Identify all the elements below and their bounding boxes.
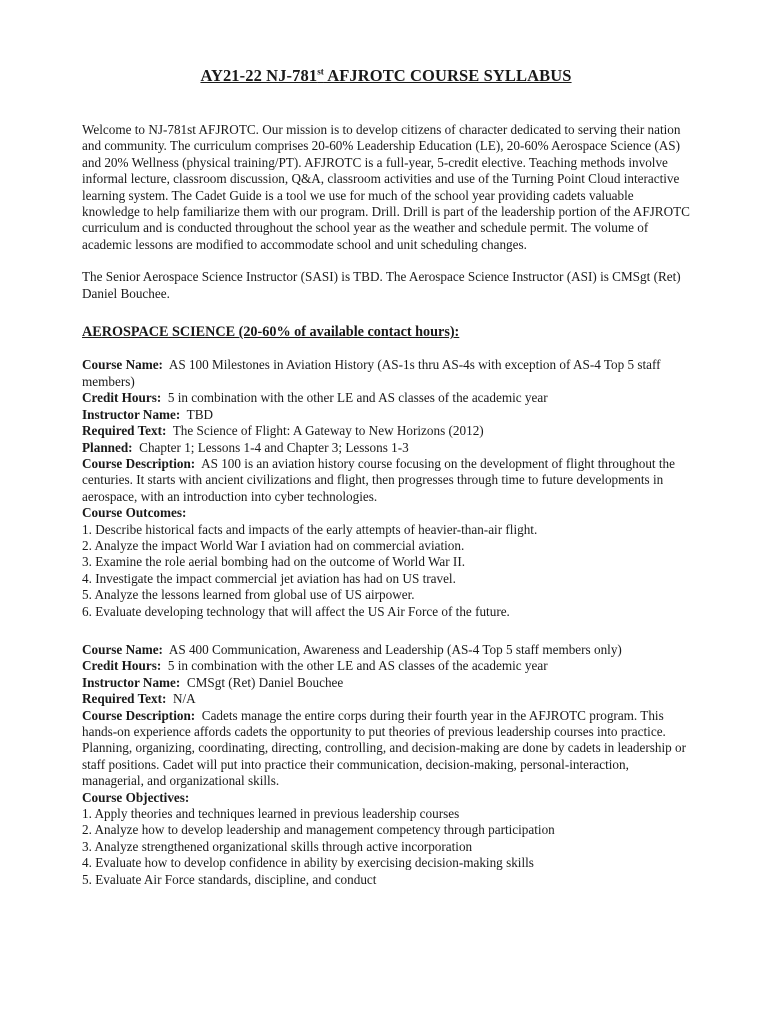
- course-outcomes-label: Course Outcomes:: [82, 505, 187, 521]
- instructors-paragraph: The Senior Aerospace Science Instructor (SASI) is TBD. The Aerospace Science Instructor (ASI) is CMSgt (Ret) Daniel Bouchee.: [82, 269, 681, 301]
- list-item: 3. Examine the role aerial bombing had on the outcome of World War II.: [82, 554, 466, 570]
- instructor-label: Instructor Name:: [82, 406, 181, 422]
- required-text-value: The Science of Flight: A Gateway to New Horizons (2012): [172, 423, 484, 439]
- list-item: 6. Evaluate developing technology that will affect the US Air Force of the future.: [82, 603, 510, 619]
- credit-hours-label: Credit Hours:: [82, 390, 162, 406]
- list-item: 4. Investigate the impact commercial jet aviation has had on US travel.: [82, 570, 456, 586]
- title-main: AY21-22 NJ-781: [200, 66, 318, 85]
- course-name-field: [82, 357, 690, 390]
- intro-paragraph: Welcome to NJ-781st AFJROTC. Our mission is to develop citizens of character dedicated to serving their nation and community. The curriculum comprises 20-60% Leadership Education (LE), 20-60% Aerospace Science (AS) and 20% Wellness (physical training/PT). AFJROTC is a full-year, 5-credit elective. Teaching methods involve informal lecture, classroom discussion, Q&A, classroom activities and use of the Turning Point Cloud interactive learning system. The Cadet Guide is a tool we use for much of the school year providing cadets valuable knowledge to help familiarize them with our program. Drill. Drill is part of the leadership portion of the AFJROTC curriculum and is conducted throughout the school year as the weather and schedule permit. The volume of academic lessons are modified to accommodate school and unit scheduling changes.: [82, 122, 690, 252]
- course-description-value: AS 100 is an aviation history course focusing on the development of flight throughout the centuries. It starts with ancient civilizations and flight, then progresses through time to future developments in aerospace, with an introduction into cyber technologies.: [82, 455, 676, 504]
- document-title: [82, 0, 690, 86]
- list-item: 5. Analyze the lessons learned from global use of US airpower.: [82, 587, 415, 603]
- planned-label: Planned:: [82, 439, 133, 455]
- list-item: 2. Analyze how to develop leadership and management competency through participation: [82, 822, 555, 838]
- required-text-field: [82, 691, 690, 707]
- instructor-label: Instructor Name:: [82, 674, 181, 690]
- instructor-value: TBD: [186, 406, 214, 422]
- course-description-field: [82, 456, 690, 505]
- required-text-label: Required Text:: [82, 691, 167, 707]
- course-name-label: Course Name:: [82, 641, 163, 657]
- planned-field: [82, 440, 690, 456]
- course-outcomes-list: [82, 522, 690, 620]
- course-description-label: Course Description:: [82, 455, 196, 471]
- required-text-label: Required Text:: [82, 423, 167, 439]
- list-item: 5. Evaluate Air Force standards, discipline, and conduct: [82, 871, 377, 887]
- title-superscript: st: [317, 66, 324, 77]
- course-description-label: Course Description:: [82, 707, 196, 723]
- planned-value: Chapter 1; Lessons 1-4 and Chapter 3; Lessons 1-3: [139, 439, 409, 455]
- required-text-value: N/A: [172, 691, 196, 707]
- course-description-field: [82, 708, 690, 790]
- list-item: 1. Apply theories and techniques learned in previous leadership courses: [82, 806, 460, 822]
- course-name-value: AS 400 Communication, Awareness and Leadership (AS-4 Top 5 staff members only): [168, 641, 622, 657]
- credit-hours-value: 5 in combination with the other LE and AS classes of the academic year: [167, 390, 548, 406]
- credit-hours-field: [82, 390, 690, 406]
- course-objectives-list: [82, 806, 690, 888]
- course-name-field: [82, 642, 690, 658]
- instructor-field: [82, 675, 690, 691]
- course-block-as400: [82, 642, 690, 888]
- instructor-value: CMSgt (Ret) Daniel Bouchee: [186, 674, 344, 690]
- instructor-field: [82, 407, 690, 423]
- list-item: 2. Analyze the impact World War I aviation had on commercial aviation.: [82, 537, 465, 553]
- course-objectives-label: Course Objectives:: [82, 789, 190, 805]
- course-name-label: Course Name:: [82, 357, 163, 373]
- title-rest: AFJROTC COURSE SYLLABUS: [323, 66, 572, 85]
- credit-hours-value: 5 in combination with the other LE and AS classes of the academic year: [167, 658, 548, 674]
- credit-hours-field: [82, 658, 690, 674]
- required-text-field: [82, 423, 690, 439]
- course-block-as100: [82, 357, 690, 620]
- list-item: 1. Describe historical facts and impacts of the early attempts of heavier-than-air flight.: [82, 521, 538, 537]
- course-name-value: AS 100 Milestones in Aviation History (AS-1s thru AS-4s with exception of AS-4 Top 5 staff members): [82, 357, 661, 389]
- course-description-value: Cadets manage the entire corps during their fourth year in the AFJROTC program. This hands-on experience affords cadets the opportunity to put theories of previous leadership courses into practice. Planning, organizing, coordinating, directing, controlling, and decision-making are done by cadets in leadership or staff positions. Cadet will put into practice their communication, decision-making, personal-interaction, managerial, and organizational skills.: [82, 707, 687, 789]
- section-heading: AEROSPACE SCIENCE (20-60% of available contact hours):: [82, 324, 460, 341]
- list-item: 4. Evaluate how to develop confidence in ability by exercising decision-making skills: [82, 855, 534, 871]
- list-item: 3. Analyze strengthened organizational skills through active incorporation: [82, 838, 473, 854]
- credit-hours-label: Credit Hours:: [82, 658, 162, 674]
